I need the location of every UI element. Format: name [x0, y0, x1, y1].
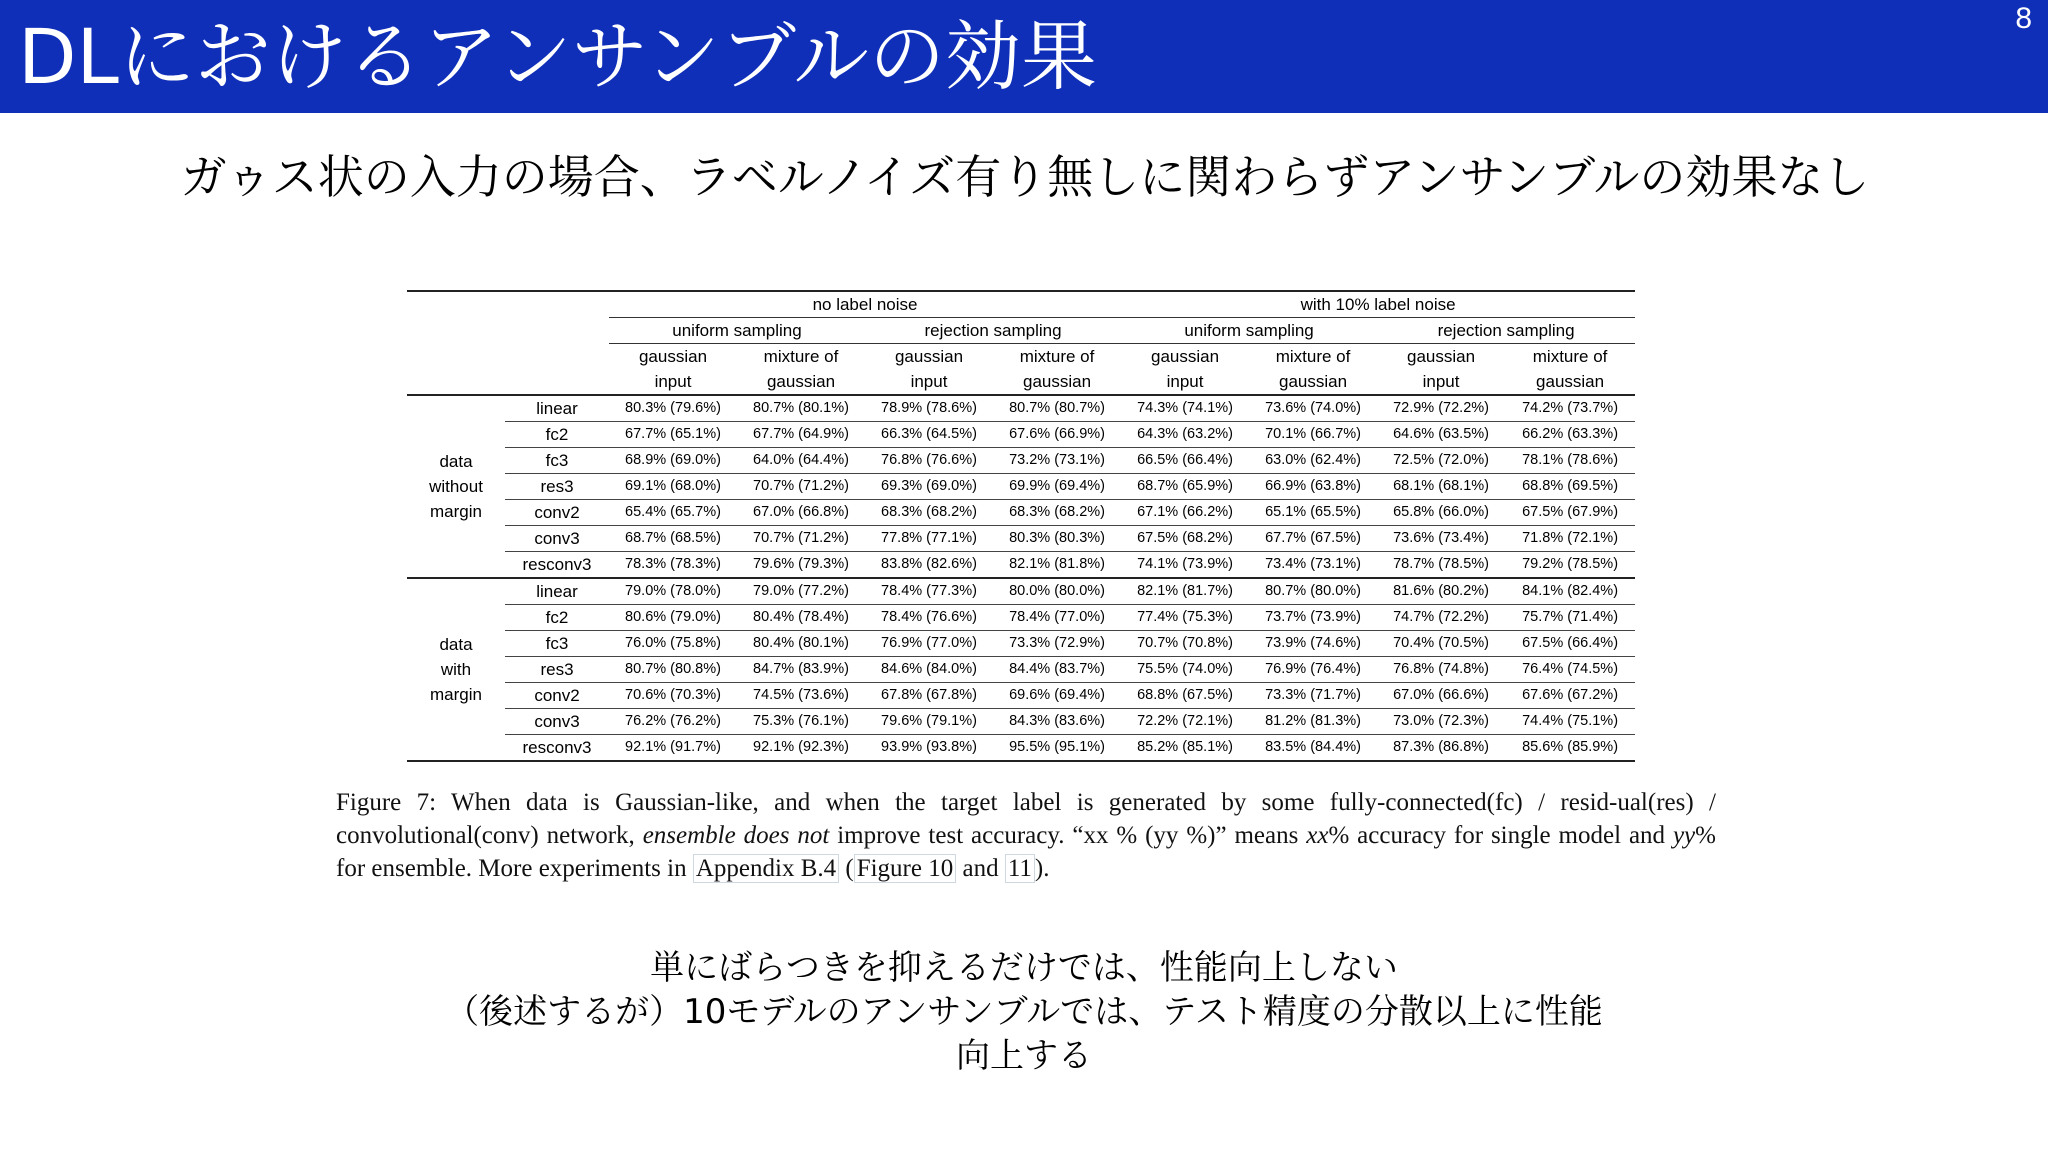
table-cell: 78.4% (77.3%) — [865, 578, 993, 605]
table-cell: 68.7% (68.5%) — [609, 526, 737, 552]
slide-title: DLにおけるアンサンブルの効果 — [18, 12, 1097, 101]
table-cell: 68.8% (67.5%) — [1121, 683, 1249, 709]
table-cell: 68.3% (68.2%) — [993, 500, 1121, 526]
results-table — [407, 290, 1635, 762]
model-name: conv3 — [505, 526, 609, 552]
table-cell: 66.9% (63.8%) — [1249, 474, 1377, 500]
table-cell: 75.5% (74.0%) — [1121, 657, 1249, 683]
table-cell: 82.1% (81.8%) — [1009, 556, 1105, 572]
header-input: gaussian — [1022, 372, 1092, 391]
table-cell: 73.6% (74.0%) — [1249, 395, 1377, 422]
table-cell: 67.6% (66.9%) — [993, 422, 1121, 448]
caption-label: Figure 7: — [336, 789, 437, 816]
table-cell: 74.5% (73.6%) — [737, 683, 865, 709]
table-cell: 76.9% (77.0%) — [865, 631, 993, 657]
table-cell: 80.6% (79.0%) — [609, 605, 737, 631]
table-cell: 92.1% (91.7%) — [609, 735, 737, 762]
table-cell: 70.4% (70.5%) — [1377, 631, 1505, 657]
table-cell: 74.1% (73.9%) — [1137, 556, 1233, 572]
model-name: conv3 — [505, 709, 609, 735]
caption-text: improve test accuracy. “xx % (yy %)” means — [837, 822, 1299, 849]
table-cell: 78.1% (78.6%) — [1505, 448, 1635, 474]
table-cell: 65.1% (65.5%) — [1249, 500, 1377, 526]
table-cell: 95.5% (95.1%) — [993, 735, 1121, 762]
caption-text: ). — [1034, 855, 1050, 882]
header-input: gaussian — [1151, 347, 1220, 366]
model-name: fc2 — [505, 422, 609, 448]
caption-text: ( — [845, 855, 854, 882]
table-cell: 77.8% (77.1%) — [865, 526, 993, 552]
table-cell: 78.9% (78.6%) — [865, 395, 993, 422]
header-no-label-noise: no label noise — [609, 291, 1121, 318]
table-cell: 71.8% (72.1%) — [1505, 526, 1635, 552]
group-label-line: without — [429, 477, 483, 496]
figure-caption — [336, 786, 1716, 885]
table-row — [407, 578, 1635, 605]
table-cell: 70.7% (71.2%) — [737, 526, 865, 552]
header-input: input — [910, 372, 948, 391]
footer-line: 向上する — [956, 1036, 1092, 1076]
caption-text: % accuracy for single model and — [1328, 822, 1666, 849]
table-row — [407, 683, 1635, 709]
table-cell: 67.7% (64.9%) — [737, 422, 865, 448]
table-cell: 85.2% (85.1%) — [1121, 735, 1249, 762]
table-cell: 67.0% (66.6%) — [1377, 683, 1505, 709]
header-sampling: uniform sampling — [1121, 318, 1377, 344]
table-cell: 77.4% (75.3%) — [1121, 605, 1249, 631]
table-cell: 73.6% (73.4%) — [1377, 526, 1505, 552]
table-row — [407, 631, 1635, 657]
caption-text: When data is Gaussian-like, and when the target label is generated by some fully-connected(fc) / resid-ual(res) / convolutional(conv) network, — [336, 789, 1716, 849]
table-cell: 82.1% (81.7%) — [1121, 578, 1249, 605]
table-cell: 80.4% (78.4%) — [737, 605, 865, 631]
table-cell: 67.1% (66.2%) — [1121, 500, 1249, 526]
table-cell: 79.6% (79.1%) — [865, 709, 993, 735]
table-cell: 72.2% (72.1%) — [1121, 709, 1249, 735]
header-input: input — [1166, 372, 1204, 391]
table-cell: 64.3% (63.2%) — [1121, 422, 1249, 448]
table-cell: 80.0% (80.0%) — [993, 578, 1121, 605]
header-sampling: rejection sampling — [1377, 318, 1635, 344]
table-cell: 76.0% (75.8%) — [609, 631, 737, 657]
model-name: res3 — [505, 474, 609, 500]
table-cell: 73.9% (74.6%) — [1249, 631, 1377, 657]
group-label-line: with — [440, 660, 472, 679]
header-input: gaussian — [1407, 347, 1476, 366]
figure-link[interactable]: 11 — [1005, 854, 1035, 883]
table-cell: 74.3% (74.1%) — [1121, 395, 1249, 422]
table-cell: 93.9% (93.8%) — [865, 735, 993, 762]
model-name: resconv3 — [522, 555, 592, 574]
header-input: mixture of — [1275, 347, 1351, 366]
table-cell: 79.0% (78.0%) — [609, 578, 737, 605]
group-label — [407, 578, 505, 761]
table-cell: 85.6% (85.9%) — [1505, 735, 1635, 762]
group-label — [407, 395, 505, 578]
model-name: fc3 — [505, 448, 609, 474]
model-name: resconv3 — [505, 735, 609, 762]
table-cell: 70.1% (66.7%) — [1249, 422, 1377, 448]
header-sampling: rejection sampling — [865, 318, 1121, 344]
table-cell: 80.3% (79.6%) — [609, 395, 737, 422]
table-cell: 79.6% (79.3%) — [753, 556, 849, 572]
caption-emphasis: ensemble does not — [642, 822, 830, 849]
table-cell: 66.3% (64.5%) — [865, 422, 993, 448]
table-cell: 76.2% (76.2%) — [609, 709, 737, 735]
table-row — [407, 709, 1635, 735]
table-cell: 76.4% (74.5%) — [1505, 657, 1635, 683]
table-row — [407, 422, 1635, 448]
table-cell: 76.9% (76.4%) — [1249, 657, 1377, 683]
table-cell: 72.5% (72.0%) — [1377, 448, 1505, 474]
model-name: conv2 — [505, 500, 609, 526]
header-input: mixture of — [1532, 347, 1608, 366]
header-input: input — [654, 372, 692, 391]
table-cell: 68.1% (68.1%) — [1377, 474, 1505, 500]
results-table-container — [407, 290, 1635, 762]
caption-variable: yy — [1672, 822, 1696, 849]
model-name: conv2 — [505, 683, 609, 709]
caption-text: % for ensemble. More experiments in — [336, 822, 1716, 882]
table-row — [407, 657, 1635, 683]
table-cell: 70.7% (70.8%) — [1121, 631, 1249, 657]
table-cell: 68.3% (68.2%) — [865, 500, 993, 526]
table-cell: 84.7% (83.9%) — [737, 657, 865, 683]
table-row — [407, 526, 1635, 552]
table-cell: 73.2% (73.1%) — [993, 448, 1121, 474]
group-label-line: data — [439, 635, 473, 654]
table-row — [407, 735, 1635, 762]
caption-text: and — [962, 855, 999, 882]
table-cell: 73.4% (73.1%) — [1265, 556, 1361, 572]
table-cell: 67.7% (67.5%) — [1249, 526, 1377, 552]
table-cell: 78.3% (78.3%) — [625, 556, 721, 572]
table-cell: 64.6% (63.5%) — [1377, 422, 1505, 448]
table-cell: 80.7% (80.0%) — [1249, 578, 1377, 605]
table-cell: 80.7% (80.8%) — [609, 657, 737, 683]
model-name: linear — [505, 578, 609, 605]
table-cell: 73.3% (72.9%) — [993, 631, 1121, 657]
page-number: 8 — [2015, 2, 2032, 35]
table-cell: 68.9% (69.0%) — [609, 448, 737, 474]
table-cell: 74.2% (73.7%) — [1505, 395, 1635, 422]
title-bar — [0, 0, 2048, 113]
table-cell: 83.5% (84.4%) — [1249, 735, 1377, 762]
table-row — [407, 552, 1635, 579]
table-cell: 83.8% (82.6%) — [881, 556, 977, 572]
table-cell: 64.0% (64.4%) — [737, 448, 865, 474]
table-cell: 68.7% (65.9%) — [1121, 474, 1249, 500]
table-cell: 73.7% (73.9%) — [1249, 605, 1377, 631]
table-cell: 75.7% (71.4%) — [1505, 605, 1635, 631]
table-cell: 78.4% (76.6%) — [865, 605, 993, 631]
table-cell: 67.5% (68.2%) — [1121, 526, 1249, 552]
table-cell: 67.0% (66.8%) — [737, 500, 865, 526]
header-input: mixture of — [1019, 347, 1095, 366]
footer-notes — [0, 946, 2048, 1078]
header-input: gaussian — [1536, 372, 1605, 391]
header-input: gaussian — [766, 372, 836, 391]
table-cell: 63.0% (62.4%) — [1249, 448, 1377, 474]
table-cell: 73.0% (72.3%) — [1377, 709, 1505, 735]
footer-line: （後述するが）10モデルのアンサンブルでは、テスト精度の分散以上に性能 — [445, 992, 1603, 1032]
table-cell: 69.1% (68.0%) — [609, 474, 737, 500]
header-input: gaussian — [638, 347, 708, 366]
table-cell: 81.6% (80.2%) — [1377, 578, 1505, 605]
table-cell: 67.7% (65.1%) — [609, 422, 737, 448]
table-cell: 92.1% (92.3%) — [737, 735, 865, 762]
table-cell: 65.8% (66.0%) — [1377, 500, 1505, 526]
table-cell: 84.4% (83.7%) — [993, 657, 1121, 683]
appendix-link[interactable]: Appendix B.4 — [693, 854, 839, 883]
table-cell: 75.3% (76.1%) — [737, 709, 865, 735]
table-cell: 66.2% (63.3%) — [1505, 422, 1635, 448]
table-cell: 69.6% (69.4%) — [993, 683, 1121, 709]
table-cell: 80.7% (80.7%) — [993, 395, 1121, 422]
table-cell: 74.4% (75.1%) — [1505, 709, 1635, 735]
header-with-label-noise: with 10% label noise — [1121, 291, 1635, 318]
table-cell: 81.2% (81.3%) — [1249, 709, 1377, 735]
model-name: fc2 — [505, 605, 609, 631]
slide-subtitle: ガゥス状の入力の場合、ラベルノイズ有り無しに関わらずアンサンブルの効果なし — [180, 150, 1870, 204]
table-cell: 73.3% (71.7%) — [1249, 683, 1377, 709]
table-cell: 67.8% (67.8%) — [865, 683, 993, 709]
table-cell: 67.5% (66.4%) — [1505, 631, 1635, 657]
table-cell: 74.7% (72.2%) — [1377, 605, 1505, 631]
header-input: gaussian — [894, 347, 964, 366]
header-input: gaussian — [1279, 372, 1348, 391]
table-cell: 80.4% (80.1%) — [737, 631, 865, 657]
model-name: linear — [505, 395, 609, 422]
group-label-line: data — [439, 452, 473, 471]
figure-link[interactable]: Figure 10 — [854, 854, 957, 883]
table-cell: 84.1% (82.4%) — [1505, 578, 1635, 605]
table-row — [407, 448, 1635, 474]
table-cell: 70.7% (71.2%) — [737, 474, 865, 500]
table-cell: 69.3% (69.0%) — [865, 474, 993, 500]
table-cell: 66.5% (66.4%) — [1121, 448, 1249, 474]
group-label-line: margin — [430, 502, 482, 521]
table-cell: 67.5% (67.9%) — [1505, 500, 1635, 526]
table-row — [407, 605, 1635, 631]
table-cell: 76.8% (74.8%) — [1377, 657, 1505, 683]
table-cell: 69.9% (69.4%) — [993, 474, 1121, 500]
table-cell: 78.4% (77.0%) — [993, 605, 1121, 631]
model-name: res3 — [505, 657, 609, 683]
table-cell: 78.7% (78.5%) — [1393, 556, 1489, 572]
table-row — [407, 395, 1635, 422]
table-cell: 80.3% (80.3%) — [993, 526, 1121, 552]
table-row — [407, 474, 1635, 500]
table-cell: 65.4% (65.7%) — [609, 500, 737, 526]
table-cell: 80.7% (80.1%) — [737, 395, 865, 422]
header-sampling: uniform sampling — [609, 318, 865, 344]
header-input: input — [1422, 372, 1460, 391]
table-cell: 79.0% (77.2%) — [737, 578, 865, 605]
table-cell: 84.3% (83.6%) — [993, 709, 1121, 735]
header-input: mixture of — [763, 347, 839, 366]
table-cell: 76.8% (76.6%) — [865, 448, 993, 474]
model-name: fc3 — [505, 631, 609, 657]
table-cell: 70.6% (70.3%) — [609, 683, 737, 709]
table-cell: 68.8% (69.5%) — [1505, 474, 1635, 500]
table-cell: 67.6% (67.2%) — [1505, 683, 1635, 709]
table-cell: 84.6% (84.0%) — [865, 657, 993, 683]
table-cell: 79.2% (78.5%) — [1522, 556, 1619, 572]
group-label-line: margin — [430, 685, 482, 704]
caption-variable: xx — [1306, 822, 1329, 849]
table-cell: 87.3% (86.8%) — [1377, 735, 1505, 762]
footer-line: 単にばらつきを抑えるだけでは、性能向上しない — [650, 948, 1398, 988]
table-row — [407, 500, 1635, 526]
table-cell: 72.9% (72.2%) — [1377, 395, 1505, 422]
